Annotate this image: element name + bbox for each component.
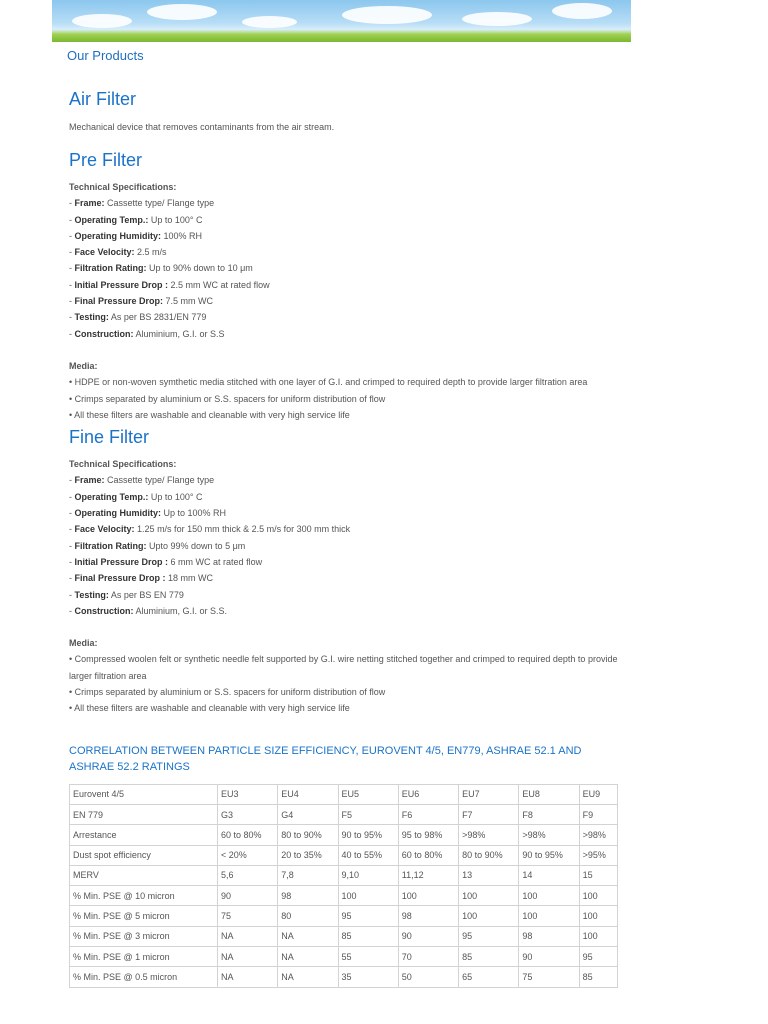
- table-row: [70, 804, 618, 824]
- table-cell: 80 to 90%: [459, 845, 519, 865]
- spec-line: - Operating Humidity: 100% RH: [69, 230, 203, 241]
- spec-label: Face Velocity:: [74, 524, 135, 535]
- row-label-cell: % Min. PSE @ 1 micron: [70, 946, 218, 966]
- table-cell: 98: [519, 926, 579, 946]
- table-cell: EU8: [519, 784, 579, 804]
- table-cell: 85: [459, 946, 519, 966]
- spec-line: - Initial Pressure Drop : 2.5 mm WC at rated flow: [69, 279, 270, 290]
- table-row: [70, 926, 618, 946]
- spec-value: As per BS EN 779: [110, 589, 184, 600]
- table-cell: 85: [579, 967, 617, 987]
- table-cell: 35: [338, 967, 398, 987]
- table-cell: 9,10: [338, 865, 398, 885]
- spec-value: 6 mm WC at rated flow: [170, 556, 263, 567]
- table-cell: EU9: [579, 784, 617, 804]
- spec-value: Aluminium, G.I. or S.S: [135, 328, 225, 339]
- table-cell: 13: [459, 865, 519, 885]
- table-cell: 70: [398, 946, 458, 966]
- table-row: [70, 967, 618, 987]
- table-row: [70, 825, 618, 845]
- spec-value: Up to 100° C: [150, 214, 203, 225]
- row-label-cell: % Min. PSE @ 3 micron: [70, 926, 218, 946]
- pre-filter-specs-heading: Technical Specifications:: [69, 182, 177, 192]
- table-cell: 100: [338, 886, 398, 906]
- header-banner: [52, 0, 631, 42]
- fine-filter-media-list: [69, 651, 629, 716]
- media-item: • All these filters are washable and cleanable with very high service life: [69, 703, 350, 714]
- spec-line: - Final Pressure Drop : 18 mm WC: [69, 573, 214, 584]
- spec-line: - Operating Temp.: Up to 100° C: [69, 491, 203, 502]
- spec-line: - Construction: Aluminium, G.I. or S.S: [69, 328, 225, 339]
- row-label-cell: % Min. PSE @ 5 micron: [70, 906, 218, 926]
- spec-label: Operating Humidity:: [74, 508, 162, 519]
- media-item: • Compressed woolen felt or synthetic needle felt supported by G.I. wire netting stitched together and crimped to required depth to provide larger filtration area: [69, 654, 618, 681]
- table-cell: 75: [218, 906, 278, 926]
- air-filter-title: Air Filter: [69, 89, 136, 109]
- table-cell: 100: [519, 886, 579, 906]
- spec-value: Cassette type/ Flange type: [107, 475, 215, 486]
- fine-filter-specs-list: [69, 472, 629, 619]
- spec-label: Operating Humidity:: [74, 230, 162, 241]
- table-cell: 100: [398, 886, 458, 906]
- fine-filter-specs-heading: Technical Specifications:: [69, 459, 177, 470]
- table-cell: 98: [398, 906, 458, 926]
- table-row: [70, 946, 618, 966]
- table-cell: 80: [278, 906, 338, 926]
- spec-value: 7.5 mm WC: [165, 296, 214, 307]
- spec-label: Testing:: [74, 589, 109, 600]
- table-cell: 90: [398, 926, 458, 946]
- row-label-cell: Arrestance: [70, 825, 218, 845]
- row-label-cell: Dust spot efficiency: [70, 845, 218, 865]
- table-cell: NA: [218, 967, 278, 987]
- spec-line: - Testing: As per BS 2831/EN 779: [69, 312, 207, 323]
- row-label-cell: Eurovent 4/5: [70, 784, 218, 804]
- spec-value: 18 mm WC: [168, 573, 214, 584]
- table-row: [70, 845, 618, 865]
- media-item: • Crimps separated by aluminium or S.S. spacers for uniform distribution of flow: [69, 393, 386, 404]
- table-cell: 5,6: [218, 865, 278, 885]
- table-cell: 7,8: [278, 865, 338, 885]
- table-cell: < 20%: [218, 845, 278, 865]
- pre-filter-specs-list: [69, 195, 629, 342]
- table-cell: 95: [338, 906, 398, 926]
- table-cell: 85: [338, 926, 398, 946]
- table-cell: >98%: [579, 825, 617, 845]
- media-item: • Crimps separated by aluminium or S.S. spacers for uniform distribution of flow: [69, 687, 386, 698]
- spec-label: Final Pressure Drop:: [74, 296, 164, 307]
- table-cell: EU7: [459, 784, 519, 804]
- pre-filter-media-heading: Media:: [69, 360, 98, 371]
- spec-line: - Face Velocity: 1.25 m/s for 150 mm thick & 2.5 m/s for 300 mm thick: [69, 524, 351, 535]
- table-cell: 100: [579, 886, 617, 906]
- spec-line: - Face Velocity: 2.5 m/s: [69, 247, 167, 258]
- fine-filter-media-heading: Media:: [69, 638, 98, 649]
- spec-line: - Final Pressure Drop: 7.5 mm WC: [69, 296, 214, 307]
- spec-label: Initial Pressure Drop :: [74, 279, 169, 290]
- table-cell: 60 to 80%: [398, 845, 458, 865]
- table-cell: 90 to 95%: [338, 825, 398, 845]
- table-cell: 100: [459, 886, 519, 906]
- spec-value: Up to 90% down to 10 μm: [149, 263, 253, 274]
- spec-label: Filtration Rating:: [74, 540, 147, 551]
- spec-label: Initial Pressure Drop :: [74, 556, 169, 567]
- table-cell: 60 to 80%: [218, 825, 278, 845]
- table-cell: EU4: [278, 784, 338, 804]
- our-products-link[interactable]: Our Products: [67, 48, 144, 63]
- correlation-title: CORRELATION BETWEEN PARTICLE SIZE EFFICIENCY, EUROVENT 4/5, EN779, ASHRAE 52.1 AND ASHRAE 52.2 RATINGS: [69, 744, 582, 773]
- table-row: [70, 865, 618, 885]
- spec-line: - Initial Pressure Drop : 6 mm WC at rated flow: [69, 556, 263, 567]
- spec-label: Operating Temp.:: [74, 214, 149, 225]
- table-cell: NA: [278, 967, 338, 987]
- row-label-cell: EN 779: [70, 804, 218, 824]
- table-cell: F7: [459, 804, 519, 824]
- table-cell: NA: [278, 946, 338, 966]
- spec-label: Filtration Rating:: [74, 263, 147, 274]
- air-filter-description: Mechanical device that removes contaminants from the air stream.: [69, 122, 335, 132]
- spec-value: Upto 99% down to 5 μm: [149, 540, 246, 551]
- table-cell: F5: [338, 804, 398, 824]
- table-cell: 40 to 55%: [338, 845, 398, 865]
- row-label-cell: % Min. PSE @ 10 micron: [70, 886, 218, 906]
- table-row: [70, 906, 618, 926]
- spec-value: Cassette type/ Flange type: [107, 198, 215, 209]
- table-cell: 90 to 95%: [519, 845, 579, 865]
- table-cell: EU5: [338, 784, 398, 804]
- table-cell: 90: [519, 946, 579, 966]
- spec-label: Construction:: [74, 328, 134, 339]
- spec-value: 2.5 mm WC at rated flow: [170, 279, 270, 290]
- table-cell: 50: [398, 967, 458, 987]
- table-cell: 90: [218, 886, 278, 906]
- spec-value: Up to 100% RH: [163, 508, 227, 519]
- spec-value: Aluminium, G.I. or S.S.: [135, 605, 228, 616]
- table-cell: 100: [519, 906, 579, 926]
- table-cell: 15: [579, 865, 617, 885]
- table-cell: 100: [579, 926, 617, 946]
- table-cell: NA: [278, 926, 338, 946]
- spec-line: - Construction: Aluminium, G.I. or S.S.: [69, 605, 228, 616]
- spec-label: Testing:: [74, 312, 109, 323]
- spec-line: - Frame: Cassette type/ Flange type: [69, 475, 215, 486]
- spec-label: Frame:: [74, 198, 105, 209]
- pre-filter-title: Pre Filter: [69, 150, 143, 170]
- spec-value: 1.25 m/s for 150 mm thick & 2.5 m/s for 300 mm thick: [137, 524, 351, 535]
- spec-value: 100% RH: [163, 230, 203, 241]
- spec-label: Operating Temp.:: [74, 491, 149, 502]
- table-cell: EU3: [218, 784, 278, 804]
- table-cell: 65: [459, 967, 519, 987]
- table-cell: 100: [459, 906, 519, 926]
- spec-value: As per BS 2831/EN 779: [110, 312, 207, 323]
- table-cell: 80 to 90%: [278, 825, 338, 845]
- table-cell: EU6: [398, 784, 458, 804]
- spec-label: Face Velocity:: [74, 247, 135, 258]
- table-cell: F6: [398, 804, 458, 824]
- spec-line: - Filtration Rating: Upto 99% down to 5 μm: [69, 540, 246, 551]
- table-cell: >98%: [459, 825, 519, 845]
- table-cell: 55: [338, 946, 398, 966]
- spec-value: 2.5 m/s: [137, 247, 167, 258]
- table-cell: NA: [218, 926, 278, 946]
- table-cell: G4: [278, 804, 338, 824]
- table-cell: NA: [218, 946, 278, 966]
- row-label-cell: % Min. PSE @ 0.5 micron: [70, 967, 218, 987]
- table-cell: 100: [579, 906, 617, 926]
- media-item: • All these filters are washable and cleanable with very high service life: [69, 409, 350, 420]
- main-content: [69, 88, 629, 988]
- table-cell: 95: [459, 926, 519, 946]
- spec-label: Construction:: [74, 605, 134, 616]
- pre-filter-media-list: [69, 374, 629, 423]
- table-cell: F9: [579, 804, 617, 824]
- table-cell: >95%: [579, 845, 617, 865]
- table-cell: 14: [519, 865, 579, 885]
- table-cell: 75: [519, 967, 579, 987]
- table-cell: 95 to 98%: [398, 825, 458, 845]
- spec-line: - Filtration Rating: Up to 90% down to 10 μm: [69, 263, 253, 274]
- row-label-cell: MERV: [70, 865, 218, 885]
- spec-line: - Frame: Cassette type/ Flange type: [69, 198, 215, 209]
- spec-line: - Operating Temp.: Up to 100° C: [69, 214, 203, 225]
- table-row: [70, 784, 618, 804]
- table-cell: F8: [519, 804, 579, 824]
- spec-label: Frame:: [74, 475, 105, 486]
- table-cell: >98%: [519, 825, 579, 845]
- spec-line: - Operating Humidity: Up to 100% RH: [69, 508, 227, 519]
- table-cell: 20 to 35%: [278, 845, 338, 865]
- spec-value: Up to 100° C: [150, 491, 203, 502]
- table-row: [70, 886, 618, 906]
- table-cell: 11,12: [398, 865, 458, 885]
- fine-filter-title: Fine Filter: [69, 427, 150, 448]
- spec-line: - Testing: As per BS EN 779: [69, 589, 184, 600]
- table-cell: 98: [278, 886, 338, 906]
- table-cell: G3: [218, 804, 278, 824]
- rating-correlation-table: [69, 784, 618, 988]
- table-cell: 95: [579, 946, 617, 966]
- spec-label: Final Pressure Drop :: [74, 573, 166, 584]
- media-item: • HDPE or non-woven symthetic media stitched with one layer of G.I. and crimped to required depth to provide larger filtration area: [69, 377, 588, 388]
